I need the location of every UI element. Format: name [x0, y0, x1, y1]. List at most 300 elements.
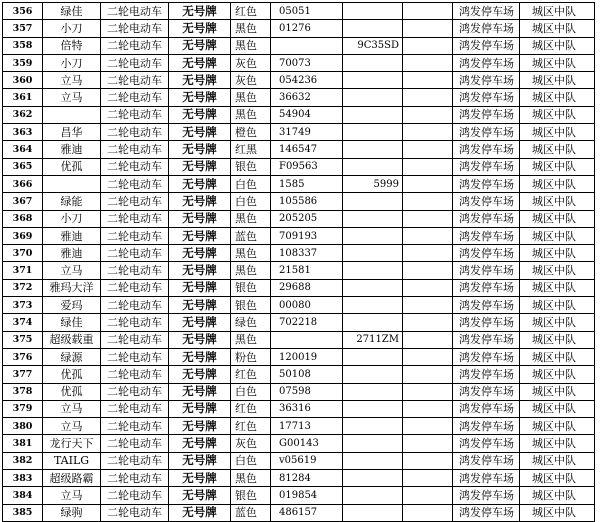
- color-cell: 银色: [231, 158, 271, 175]
- plate-status-cell: 无号牌: [169, 210, 231, 227]
- brand-cell: 优孤: [43, 383, 101, 400]
- alt-code-cell: [343, 348, 403, 365]
- squad-cell: 城区中队: [520, 400, 595, 417]
- vehicle-type-cell: 二轮电动车: [101, 383, 169, 400]
- plate-status-cell: 无号牌: [169, 314, 231, 331]
- frame-code-cell: 108337: [271, 245, 343, 262]
- brand-cell: 龙行天下: [43, 435, 101, 452]
- squad-cell: 城区中队: [520, 418, 595, 435]
- color-cell: 橙色: [231, 124, 271, 141]
- alt-code-cell: 2711ZM: [343, 331, 403, 348]
- alt-code-cell: [343, 106, 403, 123]
- alt-code-cell: [343, 245, 403, 262]
- vehicle-type-cell: 二轮电动车: [101, 418, 169, 435]
- color-cell: 黑色: [231, 470, 271, 487]
- frame-code-cell: 21581: [271, 262, 343, 279]
- parking-lot-cell: 鸿发停车场: [453, 435, 520, 452]
- parking-lot-cell: 鸿发停车场: [453, 331, 520, 348]
- row-number: 371: [3, 262, 43, 279]
- plate-status-cell: 无号牌: [169, 227, 231, 244]
- plate-status-cell: 无号牌: [169, 141, 231, 158]
- empty-cell: [403, 314, 453, 331]
- plate-status-cell: 无号牌: [169, 487, 231, 504]
- squad-cell: 城区中队: [520, 72, 595, 89]
- vehicle-table: [2, 2, 595, 522]
- vehicle-type-cell: 二轮电动车: [101, 245, 169, 262]
- row-number: 375: [3, 331, 43, 348]
- squad-cell: 城区中队: [520, 366, 595, 383]
- color-cell: 绿色: [231, 314, 271, 331]
- parking-lot-cell: 鸿发停车场: [453, 245, 520, 262]
- row-number: 357: [3, 20, 43, 37]
- brand-cell: 倍特: [43, 37, 101, 54]
- squad-cell: 城区中队: [520, 504, 595, 521]
- table-row: [3, 3, 595, 20]
- squad-cell: 城区中队: [520, 175, 595, 192]
- plate-status-cell: 无号牌: [169, 279, 231, 296]
- row-number: 372: [3, 279, 43, 296]
- parking-lot-cell: 鸿发停车场: [453, 20, 520, 37]
- frame-code-cell: 36632: [271, 89, 343, 106]
- color-cell: 红黑: [231, 141, 271, 158]
- table-row: [3, 20, 595, 37]
- plate-status-cell: 无号牌: [169, 452, 231, 469]
- squad-cell: 城区中队: [520, 210, 595, 227]
- alt-code-cell: 9C35SD: [343, 37, 403, 54]
- color-cell: 黑色: [231, 331, 271, 348]
- color-cell: 黑色: [231, 89, 271, 106]
- alt-code-cell: [343, 366, 403, 383]
- brand-cell: [43, 106, 101, 123]
- plate-status-cell: 无号牌: [169, 504, 231, 521]
- squad-cell: 城区中队: [520, 348, 595, 365]
- vehicle-type-cell: 二轮电动车: [101, 331, 169, 348]
- squad-cell: 城区中队: [520, 37, 595, 54]
- alt-code-cell: [343, 452, 403, 469]
- empty-cell: [403, 487, 453, 504]
- row-number: 361: [3, 89, 43, 106]
- alt-code-cell: [343, 383, 403, 400]
- row-number: 385: [3, 504, 43, 521]
- color-cell: 银色: [231, 297, 271, 314]
- alt-code-cell: [343, 400, 403, 417]
- brand-cell: 立马: [43, 400, 101, 417]
- empty-cell: [403, 124, 453, 141]
- plate-status-cell: 无号牌: [169, 106, 231, 123]
- empty-cell: [403, 54, 453, 71]
- parking-lot-cell: 鸿发停车场: [453, 279, 520, 296]
- row-number: 369: [3, 227, 43, 244]
- plate-status-cell: 无号牌: [169, 435, 231, 452]
- empty-cell: [403, 210, 453, 227]
- brand-cell: 立马: [43, 418, 101, 435]
- empty-cell: [403, 331, 453, 348]
- color-cell: 白色: [231, 193, 271, 210]
- frame-code-cell: 31749: [271, 124, 343, 141]
- brand-cell: 立马: [43, 89, 101, 106]
- table-row: [3, 400, 595, 417]
- color-cell: 红色: [231, 400, 271, 417]
- empty-cell: [403, 366, 453, 383]
- frame-code-cell: 81284: [271, 470, 343, 487]
- frame-code-cell: [271, 331, 343, 348]
- row-number: 379: [3, 400, 43, 417]
- vehicle-type-cell: 二轮电动车: [101, 3, 169, 20]
- squad-cell: 城区中队: [520, 470, 595, 487]
- brand-cell: 超级路霸: [43, 470, 101, 487]
- row-number: 366: [3, 175, 43, 192]
- empty-cell: [403, 435, 453, 452]
- frame-code-cell: 709193: [271, 227, 343, 244]
- table-row: [3, 245, 595, 262]
- brand-cell: 雅迪: [43, 141, 101, 158]
- squad-cell: 城区中队: [520, 106, 595, 123]
- parking-lot-cell: 鸿发停车场: [453, 124, 520, 141]
- parking-lot-cell: 鸿发停车场: [453, 210, 520, 227]
- plate-status-cell: 无号牌: [169, 54, 231, 71]
- vehicle-type-cell: 二轮电动车: [101, 504, 169, 521]
- squad-cell: 城区中队: [520, 279, 595, 296]
- vehicle-type-cell: 二轮电动车: [101, 106, 169, 123]
- vehicle-type-cell: 二轮电动车: [101, 470, 169, 487]
- table-body: [3, 3, 595, 522]
- row-number: 373: [3, 297, 43, 314]
- brand-cell: 绿能: [43, 193, 101, 210]
- row-number: 378: [3, 383, 43, 400]
- frame-code-cell: 054236: [271, 72, 343, 89]
- squad-cell: 城区中队: [520, 452, 595, 469]
- squad-cell: 城区中队: [520, 3, 595, 20]
- color-cell: 白色: [231, 383, 271, 400]
- parking-lot-cell: 鸿发停车场: [453, 470, 520, 487]
- vehicle-type-cell: 二轮电动车: [101, 435, 169, 452]
- table-row: [3, 504, 595, 521]
- row-number: 362: [3, 106, 43, 123]
- brand-cell: 昌华: [43, 124, 101, 141]
- frame-code-cell: 00080: [271, 297, 343, 314]
- alt-code-cell: [343, 54, 403, 71]
- parking-lot-cell: 鸿发停车场: [453, 3, 520, 20]
- color-cell: 粉色: [231, 348, 271, 365]
- squad-cell: 城区中队: [520, 262, 595, 279]
- color-cell: 蓝色: [231, 504, 271, 521]
- vehicle-type-cell: 二轮电动车: [101, 89, 169, 106]
- table-row: [3, 175, 595, 192]
- vehicle-type-cell: 二轮电动车: [101, 348, 169, 365]
- frame-code-cell: 05051: [271, 3, 343, 20]
- brand-cell: 雅迪: [43, 227, 101, 244]
- row-number: 382: [3, 452, 43, 469]
- frame-code-cell: 70073: [271, 54, 343, 71]
- plate-status-cell: 无号牌: [169, 89, 231, 106]
- brand-cell: 超级载重: [43, 331, 101, 348]
- row-number: 358: [3, 37, 43, 54]
- brand-cell: [43, 175, 101, 192]
- frame-code-cell: 36316: [271, 400, 343, 417]
- squad-cell: 城区中队: [520, 383, 595, 400]
- empty-cell: [403, 279, 453, 296]
- row-number: 374: [3, 314, 43, 331]
- frame-code-cell: 019854: [271, 487, 343, 504]
- empty-cell: [403, 348, 453, 365]
- row-number: 376: [3, 348, 43, 365]
- frame-code-cell: 120019: [271, 348, 343, 365]
- row-number: 367: [3, 193, 43, 210]
- brand-cell: 优孤: [43, 158, 101, 175]
- frame-code-cell: 105586: [271, 193, 343, 210]
- empty-cell: [403, 106, 453, 123]
- plate-status-cell: 无号牌: [169, 175, 231, 192]
- color-cell: 红色: [231, 418, 271, 435]
- vehicle-type-cell: 二轮电动车: [101, 227, 169, 244]
- brand-cell: 绿佳: [43, 314, 101, 331]
- row-number: 383: [3, 470, 43, 487]
- alt-code-cell: [343, 435, 403, 452]
- parking-lot-cell: 鸿发停车场: [453, 141, 520, 158]
- squad-cell: 城区中队: [520, 54, 595, 71]
- vehicle-type-cell: 二轮电动车: [101, 20, 169, 37]
- vehicle-type-cell: 二轮电动车: [101, 193, 169, 210]
- parking-lot-cell: 鸿发停车场: [453, 158, 520, 175]
- color-cell: 黑色: [231, 106, 271, 123]
- color-cell: 银色: [231, 487, 271, 504]
- vehicle-type-cell: 二轮电动车: [101, 72, 169, 89]
- alt-code-cell: [343, 141, 403, 158]
- color-cell: 红色: [231, 366, 271, 383]
- table-row: [3, 314, 595, 331]
- table-row: [3, 158, 595, 175]
- alt-code-cell: [343, 210, 403, 227]
- vehicle-type-cell: 二轮电动车: [101, 366, 169, 383]
- parking-lot-cell: 鸿发停车场: [453, 227, 520, 244]
- plate-status-cell: 无号牌: [169, 331, 231, 348]
- plate-status-cell: 无号牌: [169, 366, 231, 383]
- color-cell: 白色: [231, 175, 271, 192]
- frame-code-cell: 1585: [271, 175, 343, 192]
- vehicle-type-cell: 二轮电动车: [101, 175, 169, 192]
- frame-code-cell: F09563: [271, 158, 343, 175]
- vehicle-type-cell: 二轮电动车: [101, 54, 169, 71]
- alt-code-cell: [343, 193, 403, 210]
- parking-lot-cell: 鸿发停车场: [453, 348, 520, 365]
- squad-cell: 城区中队: [520, 141, 595, 158]
- parking-lot-cell: 鸿发停车场: [453, 383, 520, 400]
- plate-status-cell: 无号牌: [169, 383, 231, 400]
- table-row: [3, 452, 595, 469]
- table-row: [3, 37, 595, 54]
- table-row: [3, 331, 595, 348]
- vehicle-type-cell: 二轮电动车: [101, 124, 169, 141]
- plate-status-cell: 无号牌: [169, 348, 231, 365]
- row-number: 360: [3, 72, 43, 89]
- empty-cell: [403, 262, 453, 279]
- frame-code-cell: v05619: [271, 452, 343, 469]
- empty-cell: [403, 72, 453, 89]
- frame-code-cell: G00143: [271, 435, 343, 452]
- squad-cell: 城区中队: [520, 20, 595, 37]
- vehicle-type-cell: 二轮电动车: [101, 452, 169, 469]
- parking-lot-cell: 鸿发停车场: [453, 418, 520, 435]
- row-number: 356: [3, 3, 43, 20]
- plate-status-cell: 无号牌: [169, 297, 231, 314]
- empty-cell: [403, 470, 453, 487]
- alt-code-cell: [343, 89, 403, 106]
- row-number: 381: [3, 435, 43, 452]
- brand-cell: 小刀: [43, 210, 101, 227]
- empty-cell: [403, 227, 453, 244]
- vehicle-type-cell: 二轮电动车: [101, 279, 169, 296]
- parking-lot-cell: 鸿发停车场: [453, 487, 520, 504]
- plate-status-cell: 无号牌: [169, 158, 231, 175]
- brand-cell: 小刀: [43, 54, 101, 71]
- empty-cell: [403, 400, 453, 417]
- frame-code-cell: 146547: [271, 141, 343, 158]
- alt-code-cell: [343, 314, 403, 331]
- plate-status-cell: 无号牌: [169, 124, 231, 141]
- squad-cell: 城区中队: [520, 297, 595, 314]
- empty-cell: [403, 175, 453, 192]
- parking-lot-cell: 鸿发停车场: [453, 297, 520, 314]
- parking-lot-cell: 鸿发停车场: [453, 37, 520, 54]
- table-row: [3, 106, 595, 123]
- row-number: 365: [3, 158, 43, 175]
- plate-status-cell: 无号牌: [169, 418, 231, 435]
- color-cell: 银色: [231, 279, 271, 296]
- frame-code-cell: 486157: [271, 504, 343, 521]
- alt-code-cell: [343, 418, 403, 435]
- frame-code-cell: 205205: [271, 210, 343, 227]
- vehicle-type-cell: 二轮电动车: [101, 158, 169, 175]
- plate-status-cell: 无号牌: [169, 245, 231, 262]
- squad-cell: 城区中队: [520, 487, 595, 504]
- color-cell: 灰色: [231, 435, 271, 452]
- parking-lot-cell: 鸿发停车场: [453, 400, 520, 417]
- alt-code-cell: [343, 297, 403, 314]
- empty-cell: [403, 383, 453, 400]
- empty-cell: [403, 297, 453, 314]
- vehicle-type-cell: 二轮电动车: [101, 37, 169, 54]
- empty-cell: [403, 193, 453, 210]
- table-row: [3, 227, 595, 244]
- frame-code-cell: 07598: [271, 383, 343, 400]
- table-row: [3, 435, 595, 452]
- table-row: [3, 210, 595, 227]
- squad-cell: 城区中队: [520, 331, 595, 348]
- table-row: [3, 297, 595, 314]
- squad-cell: 城区中队: [520, 435, 595, 452]
- empty-cell: [403, 504, 453, 521]
- table-row: [3, 470, 595, 487]
- alt-code-cell: [343, 20, 403, 37]
- row-number: 368: [3, 210, 43, 227]
- parking-lot-cell: 鸿发停车场: [453, 504, 520, 521]
- brand-cell: 雅迪: [43, 245, 101, 262]
- table-row: [3, 89, 595, 106]
- vehicle-record-sheet: [2, 2, 594, 522]
- empty-cell: [403, 452, 453, 469]
- color-cell: 黑色: [231, 210, 271, 227]
- row-number: 380: [3, 418, 43, 435]
- color-cell: 白色: [231, 452, 271, 469]
- frame-code-cell: 702218: [271, 314, 343, 331]
- brand-cell: 优孤: [43, 366, 101, 383]
- color-cell: 蓝色: [231, 227, 271, 244]
- empty-cell: [403, 158, 453, 175]
- frame-code-cell: 50108: [271, 366, 343, 383]
- frame-code-cell: 01276: [271, 20, 343, 37]
- alt-code-cell: [343, 72, 403, 89]
- color-cell: 灰色: [231, 54, 271, 71]
- table-row: [3, 383, 595, 400]
- plate-status-cell: 无号牌: [169, 262, 231, 279]
- brand-cell: 绿驹: [43, 504, 101, 521]
- brand-cell: 立马: [43, 72, 101, 89]
- brand-cell: 绿源: [43, 348, 101, 365]
- brand-cell: 绿佳: [43, 3, 101, 20]
- alt-code-cell: 5999: [343, 175, 403, 192]
- vehicle-type-cell: 二轮电动车: [101, 262, 169, 279]
- vehicle-type-cell: 二轮电动车: [101, 141, 169, 158]
- brand-cell: 立马: [43, 487, 101, 504]
- parking-lot-cell: 鸿发停车场: [453, 106, 520, 123]
- color-cell: 红色: [231, 3, 271, 20]
- alt-code-cell: [343, 504, 403, 521]
- color-cell: 黑色: [231, 20, 271, 37]
- table-row: [3, 262, 595, 279]
- table-row: [3, 141, 595, 158]
- squad-cell: 城区中队: [520, 89, 595, 106]
- empty-cell: [403, 89, 453, 106]
- alt-code-cell: [343, 279, 403, 296]
- vehicle-type-cell: 二轮电动车: [101, 487, 169, 504]
- plate-status-cell: 无号牌: [169, 3, 231, 20]
- vehicle-type-cell: 二轮电动车: [101, 314, 169, 331]
- color-cell: 黑色: [231, 37, 271, 54]
- alt-code-cell: [343, 3, 403, 20]
- parking-lot-cell: 鸿发停车场: [453, 366, 520, 383]
- parking-lot-cell: 鸿发停车场: [453, 89, 520, 106]
- plate-status-cell: 无号牌: [169, 20, 231, 37]
- table-row: [3, 279, 595, 296]
- table-row: [3, 418, 595, 435]
- alt-code-cell: [343, 124, 403, 141]
- row-number: 359: [3, 54, 43, 71]
- squad-cell: 城区中队: [520, 227, 595, 244]
- plate-status-cell: 无号牌: [169, 193, 231, 210]
- parking-lot-cell: 鸿发停车场: [453, 54, 520, 71]
- plate-status-cell: 无号牌: [169, 400, 231, 417]
- squad-cell: 城区中队: [520, 245, 595, 262]
- table-row: [3, 193, 595, 210]
- table-row: [3, 348, 595, 365]
- squad-cell: 城区中队: [520, 158, 595, 175]
- frame-code-cell: 29688: [271, 279, 343, 296]
- vehicle-type-cell: 二轮电动车: [101, 210, 169, 227]
- row-number: 364: [3, 141, 43, 158]
- plate-status-cell: 无号牌: [169, 72, 231, 89]
- row-number: 363: [3, 124, 43, 141]
- squad-cell: 城区中队: [520, 124, 595, 141]
- parking-lot-cell: 鸿发停车场: [453, 314, 520, 331]
- vehicle-type-cell: 二轮电动车: [101, 400, 169, 417]
- frame-code-cell: 54904: [271, 106, 343, 123]
- frame-code-cell: [271, 37, 343, 54]
- table-row: [3, 124, 595, 141]
- row-number: 384: [3, 487, 43, 504]
- empty-cell: [403, 418, 453, 435]
- empty-cell: [403, 141, 453, 158]
- brand-cell: TAILG: [43, 452, 101, 469]
